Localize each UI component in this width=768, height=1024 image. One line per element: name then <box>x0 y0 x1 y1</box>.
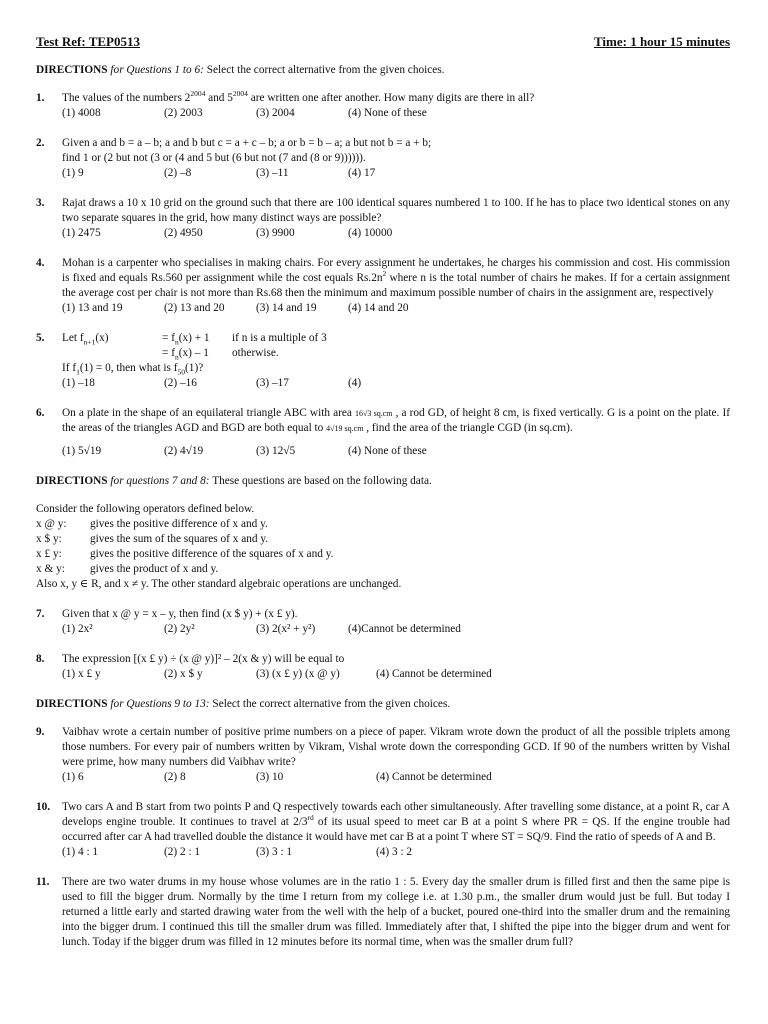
option-4: (4) 14 and 20 <box>348 302 409 314</box>
directions-label: DIRECTIONS <box>36 64 108 76</box>
option-1: (1) –18 <box>62 377 95 389</box>
option-2: (2) x $ y <box>164 668 203 680</box>
option-4: (4) <box>348 377 362 389</box>
directions-text: These questions are based on the following data. <box>212 475 432 487</box>
option-1: (1) 5√19 <box>62 445 102 457</box>
question-number: 7. <box>36 608 45 620</box>
question-number: 9. <box>36 726 45 738</box>
question-6 <box>36 406 730 459</box>
question-8 <box>36 652 730 682</box>
option-3: (3) (x £ y) (x @ y) <box>256 668 340 680</box>
question-number: 10. <box>36 801 51 813</box>
operator-row: x £ y: gives the positive difference of the squares of x and y. <box>36 548 334 560</box>
option-3: (3) –11 <box>256 167 289 179</box>
options <box>62 444 730 459</box>
option-1: (1) 2x² <box>62 623 93 635</box>
operator-row: x & y: gives the product of x and y. <box>36 563 219 575</box>
directions-text: Select the correct alternative from the given choices. <box>212 698 451 710</box>
directions-1 <box>36 63 730 78</box>
question-3 <box>36 196 730 241</box>
page-header <box>36 34 730 49</box>
question-number: 1. <box>36 92 45 104</box>
option-2: (2) 4√19 <box>164 445 204 457</box>
question-2 <box>36 136 730 181</box>
option-4: (4) 17 <box>348 167 376 179</box>
option-1: (1) 4008 <box>62 107 101 119</box>
option-2: (2) –8 <box>164 167 192 179</box>
directions-2 <box>36 474 730 489</box>
directions-text: Select the correct alternative from the given choices. <box>206 64 445 76</box>
options <box>62 845 730 860</box>
option-1: (1) 13 and 19 <box>62 302 123 314</box>
options <box>62 770 730 785</box>
directions-label: DIRECTIONS <box>36 475 108 487</box>
option-4: (4) None of these <box>348 107 427 119</box>
question-4 <box>36 256 730 316</box>
options <box>62 622 730 637</box>
definitions-note: Also x, y ∈ R, and x ≠ y. The other standard algebraic operations are unchanged. <box>36 578 402 590</box>
options <box>62 301 730 316</box>
question-text: Two cars A and B start from two points P and Q respectively towards each other simultaneously. After travelling some distance, at a point R, car A develops engine trouble. It continues to travel at 2/3rd of its usual speed to meet car B at a point S where PR = QS. If the engine trouble had occurred after car A had travelled double the distance it would have met car B at a point T where ST = SQ/9. Find the ratio of speeds of A and B. <box>62 801 730 843</box>
option-3: (3) 2(x² + y²) <box>256 623 316 635</box>
question-number: 8. <box>36 653 45 665</box>
option-3: (3) 12√5 <box>256 445 296 457</box>
option-2: (2) 13 and 20 <box>164 302 225 314</box>
question-number: 4. <box>36 257 45 269</box>
option-3: (3) 9900 <box>256 227 295 239</box>
option-4: (4) Cannot be determined <box>376 668 492 680</box>
option-4: (4) Cannot be determined <box>376 771 492 783</box>
question-text: The values of the numbers $2^{2004}$ and $5^{2004}$ are written one after another. How many digits are there in all? <box>62 89 535 104</box>
question-text: Given that x @ y = x – y, then find (x $ y) + (x £ y). <box>62 608 298 620</box>
definitions-intro: Consider the following operators defined below. <box>36 503 255 515</box>
operator-row: x $ y: gives the sum of the squares of x and y. <box>36 533 269 545</box>
question-text-line-2: find 1 or (2 but not (3 or (4 and 5 but (6 but not (7 and (8 or 9)))))). <box>62 152 366 164</box>
question-10 <box>36 800 730 860</box>
question-number: 5. <box>36 332 45 344</box>
time-limit: Time: 1 hour 15 minutes <box>593 34 730 49</box>
directions-range: for Questions 1 to 6: <box>110 64 204 76</box>
operator-row: x @ y: gives the positive difference of x and y. <box>36 518 268 530</box>
question-text: If $f_1(1) = 0$, then what is $f_{50}(1)$? <box>62 362 204 377</box>
question-number: 11. <box>36 876 50 888</box>
function-definition: Let $f_{n+1}(x)$ = $f_n(x) + 1$ if n is a multiple of 3 = $f_n(x) - 1$ otherwise. <box>62 332 327 362</box>
question-11 <box>36 875 730 950</box>
question-text: On a plate in the shape of an equilateral triangle ABC with area 16√3 sq.cm , a rod GD, of height 8 cm, is fixed vertically. G is a point on the plate. If the areas of the triangles AGD and BGD are both equal to 4√19 sq.cm , find the area of the triangle CGD (in sq.cm). <box>62 407 730 434</box>
option-3: (3) 2004 <box>256 107 295 119</box>
question-7 <box>36 607 730 637</box>
directions-range: for questions 7 and 8: <box>110 475 210 487</box>
test-ref: Test Ref: TEP0513 <box>36 34 140 49</box>
options <box>62 166 730 181</box>
option-2: (2) 8 <box>164 771 186 783</box>
option-1: (1) 9 <box>62 167 84 179</box>
question-text: There are two water drums in my house whose volumes are in the ratio 1 : 5. Every day the smaller drum is filled first and then the same pipe is used to fill the bigger drum. Normally by the time I return from my college i.e. at 1.30 p.m., the smaller drum would just be full. But today I returned a little early and started drawing water from the well with the help of a bucket, poured one-third into the smaller drum and the remaining into the bigger drum. I continued this till the smaller drum was filled. Immediately after that, I shifted the pipe into the bigger drum and went for lunch. Today if the bigger drum was filled in 12 minutes before its normal time, when was the smaller drum full? <box>62 876 730 948</box>
option-3: (3) –17 <box>256 377 289 389</box>
question-number: 3. <box>36 197 45 209</box>
operator-definitions <box>36 502 730 592</box>
question-page <box>36 34 730 965</box>
question-1 <box>36 91 730 121</box>
option-2: (2) 2 : 1 <box>164 846 201 858</box>
option-3: (3) 10 <box>256 771 284 783</box>
option-3: (3) 3 : 1 <box>256 846 293 858</box>
question-number: 2. <box>36 137 45 149</box>
directions-range: for Questions 9 to 13: <box>110 698 210 710</box>
options <box>62 376 730 391</box>
option-4: (4) None of these <box>348 445 427 457</box>
question-text: Mohan is a carpenter who specialises in making chairs. For every assignment he undertakes, he charges his commission and cost. His commission is fixed and equals Rs.560 per assignment while the cost equals $Rs.2n^2$ where n is the total number of chairs he makes. If for a certain assignment the average cost per chair is not more than Rs.68 then the minimum and maximum possible number of chairs in the assignment are, respectively <box>62 257 730 299</box>
question-number: 6. <box>36 407 45 419</box>
options <box>62 667 730 682</box>
question-5 <box>36 331 730 391</box>
option-4: (4)Cannot be determined <box>348 623 461 635</box>
question-9 <box>36 725 730 785</box>
option-1: (1) 2475 <box>62 227 101 239</box>
question-text: Rajat draws a 10 x 10 grid on the ground such that there are 100 identical squares numbered 1 to 100. If he has to place two identical stones on any two separate squares in the grid, how many distinct ways are possible? <box>62 197 730 224</box>
option-2: (2) 2003 <box>164 107 203 119</box>
option-3: (3) 14 and 19 <box>256 302 317 314</box>
directions-3 <box>36 697 730 712</box>
directions-label: DIRECTIONS <box>36 698 108 710</box>
option-1: (1) 4 : 1 <box>62 846 99 858</box>
option-2: (2) 4950 <box>164 227 203 239</box>
option-4: (4) 10000 <box>348 227 393 239</box>
question-text-line-1: Given a and b = a – b; a and b but c = a + c – b; a or b = b – a; a but not b = a + b; <box>62 137 432 149</box>
option-4: (4) 3 : 2 <box>376 846 413 858</box>
option-1: (1) 6 <box>62 771 84 783</box>
option-2: (2) –16 <box>164 377 197 389</box>
question-text: Vaibhav wrote a certain number of positive prime numbers on a piece of paper. Vikram wrote down the product of all the possible triplets among those numbers. For every pair of numbers written by Vikram, Vishal wrote down the corresponding GCD. If 90 of the numbers written by Vishal were prime, how many numbers did Vaibhav write? <box>62 726 730 768</box>
question-text: The expression [(x £ y) ÷ (x @ y)]² – 2(x & y) will be equal to <box>62 653 345 665</box>
option-1: (1) x £ y <box>62 668 101 680</box>
options <box>62 226 730 241</box>
option-2: (2) 2y² <box>164 623 195 635</box>
options <box>62 106 730 121</box>
